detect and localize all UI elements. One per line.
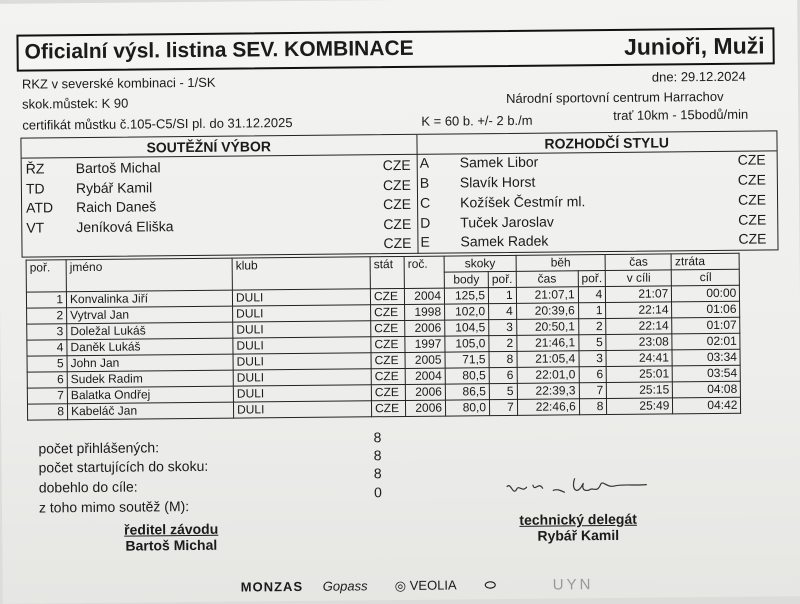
veolia-circle-icon: ◎ xyxy=(394,577,407,594)
handwritten-signature xyxy=(505,474,655,505)
cell-points: 86,5 xyxy=(445,384,489,400)
cell-jump-rank: 7 xyxy=(489,399,517,415)
col-header-loss: ztráta xyxy=(671,253,739,270)
cell-rank: 8 xyxy=(27,404,67,420)
cell-run-rank: 5 xyxy=(579,335,607,351)
cell-finish: 22:14 xyxy=(606,302,672,319)
cell-nation: CZE xyxy=(371,304,405,320)
hill-certificate: certifikát můstku č.105-C5/SI pl. do 31.12.2025 xyxy=(22,115,293,133)
judge-row xyxy=(420,170,775,192)
committee-role: TD xyxy=(25,180,45,197)
committee-name: Rybář Kamil xyxy=(75,179,153,197)
committee-nation: CZE xyxy=(383,195,412,213)
col-header-year: roč. xyxy=(404,256,444,288)
cell-year: 2006 xyxy=(405,400,445,416)
cell-finish: 25:15 xyxy=(607,382,673,399)
track-info: trať 10km - 15bodů/min xyxy=(613,106,749,123)
cell-points: 80,0 xyxy=(445,400,489,416)
col-header-finish: v cíli xyxy=(606,270,672,287)
col-header-time: čas xyxy=(605,254,671,271)
committee-row xyxy=(26,195,416,218)
venue-name: Národní sportovní centrum Harrachov xyxy=(505,88,724,106)
cell-run-rank: 8 xyxy=(579,399,607,415)
judge-nation: CZE xyxy=(738,211,767,228)
cell-rank: 2 xyxy=(27,308,67,324)
cell-rank: 4 xyxy=(27,340,67,356)
committee-row xyxy=(26,234,416,257)
cell-finish: 21:07 xyxy=(606,286,672,303)
judge-letter: B xyxy=(419,174,430,191)
oakley-logo-icon: ⬭ xyxy=(484,577,496,593)
judge-nation: CZE xyxy=(737,171,766,188)
cell-run-rank: 1 xyxy=(578,303,606,319)
cell-finish: 25:49 xyxy=(607,398,673,415)
sponsor-logo xyxy=(395,577,457,594)
committee-nation: CZE xyxy=(383,215,412,233)
committee-name: Bartoš Michal xyxy=(75,159,161,177)
officials-box xyxy=(20,130,778,257)
cell-year: 2006 xyxy=(405,320,445,336)
cell-loss: 03:54 xyxy=(673,365,741,382)
cell-points: 105,0 xyxy=(445,336,489,352)
stat-value: 8 xyxy=(373,465,382,482)
cell-name: Konvalinka Jiří xyxy=(66,290,232,308)
cell-nation: CZE xyxy=(371,384,405,400)
cell-year: 2004 xyxy=(404,288,444,304)
cell-loss: 00:00 xyxy=(672,285,740,302)
cell-club: DULI xyxy=(233,385,371,402)
committee-nation: CZE xyxy=(383,234,412,252)
cell-year: 2005 xyxy=(405,352,445,368)
cell-name: Sudek Radim xyxy=(67,370,233,388)
page-title: Oficialní výsl. listina SEV. KOMBINACE xyxy=(24,36,414,64)
sponsor-logo: UYN xyxy=(552,576,594,594)
committee-row xyxy=(26,156,416,179)
judge-name: Samek Libor xyxy=(459,153,539,171)
col-header-run-time: čas xyxy=(516,271,578,288)
director-label: ředitel závodu xyxy=(124,520,219,538)
cell-jump-rank: 4 xyxy=(489,303,517,319)
col-header-name: jméno xyxy=(66,258,232,292)
delegate-signature-block xyxy=(498,511,658,545)
cell-name: Vytrval Jan xyxy=(67,306,233,324)
judges-title: ROZHODČÍ STYLU xyxy=(544,134,670,152)
delegate-name: Rybář Kamil xyxy=(537,526,620,544)
cell-points: 104,5 xyxy=(445,320,489,336)
cell-name: Doležal Lukáš xyxy=(67,322,233,340)
cell-run-time: 22:39,3 xyxy=(517,383,579,400)
judge-letter: E xyxy=(420,233,430,250)
cell-run-rank: 7 xyxy=(579,383,607,399)
cell-loss: 03:34 xyxy=(672,349,740,366)
judge-row xyxy=(420,229,775,251)
cell-run-time: 21:46,1 xyxy=(517,335,579,352)
committee-nation: CZE xyxy=(382,156,411,174)
cell-run-time: 20:50,1 xyxy=(516,319,578,336)
col-header-jumps: skoky xyxy=(444,255,516,272)
cell-year: 1997 xyxy=(405,336,445,352)
cell-run-rank: 3 xyxy=(579,351,607,367)
sponsor-logo: MONZAS xyxy=(240,578,304,595)
committee-nation: CZE xyxy=(382,176,411,194)
judge-name: Slavík Horst xyxy=(459,173,536,191)
cell-loss: 01:06 xyxy=(672,301,740,318)
cell-run-time: 20:39,6 xyxy=(516,303,578,320)
judge-name: Samek Radek xyxy=(460,232,549,250)
competition-name: RKZ v severské kombinaci - 1/SK xyxy=(21,74,216,92)
committee-name: Raich Daneš xyxy=(76,198,157,216)
col-header-nation: stát xyxy=(370,256,404,288)
divider xyxy=(416,135,418,254)
sponsor-logo: Gopass xyxy=(322,578,368,594)
cell-loss: 01:07 xyxy=(672,317,740,334)
cell-nation: CZE xyxy=(371,400,405,416)
judge-letter: A xyxy=(419,154,430,171)
cell-club: DULI xyxy=(232,289,370,306)
cell-name: Kabeláč Jan xyxy=(67,402,233,420)
cell-run-time: 21:07,1 xyxy=(516,287,578,304)
cell-rank: 3 xyxy=(27,324,67,340)
committee-name: Jeníková Eliška xyxy=(76,218,174,236)
stat-value: 8 xyxy=(373,447,382,464)
stat-label: z toho mimo soutěž (M): xyxy=(38,498,190,516)
cell-loss: 04:08 xyxy=(673,381,741,398)
cell-finish: 24:41 xyxy=(606,350,672,367)
category-title: Junioři, Muži xyxy=(623,32,765,60)
judge-nation: CZE xyxy=(737,191,767,208)
judge-letter: D xyxy=(420,214,431,231)
col-header-rank: poř. xyxy=(26,260,66,292)
committee-role: VT xyxy=(26,219,45,236)
cell-run-rank: 4 xyxy=(578,287,606,303)
cell-points: 71,5 xyxy=(445,352,489,368)
cell-nation: CZE xyxy=(370,288,404,304)
stat-value: 0 xyxy=(373,484,382,501)
judge-nation: CZE xyxy=(738,230,767,247)
delegate-label: technický delegát xyxy=(519,510,637,528)
cell-club: DULI xyxy=(233,353,371,370)
judge-letter: C xyxy=(419,194,431,211)
cell-run-time: 21:05,4 xyxy=(517,351,579,368)
k-point-info: K = 60 b. +/- 2 b./m xyxy=(421,112,533,129)
director-name: Bartoš Michal xyxy=(125,536,218,554)
cell-finish: 25:01 xyxy=(607,366,673,383)
cell-year: 1998 xyxy=(405,304,445,320)
cell-run-time: 22:46,6 xyxy=(517,399,579,416)
committee-role: ATD xyxy=(26,199,54,216)
col-header-points: body xyxy=(444,272,488,288)
col-header-club: klub xyxy=(232,257,370,290)
col-header-loss-sub: cíl xyxy=(672,269,740,286)
sponsor-logo-text: VEOLIA xyxy=(409,577,457,593)
judge-name: Kožíšek Čestmír ml. xyxy=(459,193,586,211)
cell-rank: 1 xyxy=(26,292,66,308)
hill-size: skok.můstek: K 90 xyxy=(22,95,129,112)
cell-nation: CZE xyxy=(371,336,405,352)
cell-club: DULI xyxy=(233,305,371,322)
cell-loss: 04:42 xyxy=(673,397,741,414)
committee-role: ŘZ xyxy=(25,160,45,177)
col-header-run: běh xyxy=(516,255,606,272)
stat-label: počet přihlášených: xyxy=(38,439,160,457)
cell-year: 2004 xyxy=(405,368,445,384)
stat-label: dobehlo do cíle: xyxy=(38,478,138,496)
cell-points: 102,0 xyxy=(445,304,489,320)
col-header-jump-rank: poř. xyxy=(488,271,516,287)
title-bar xyxy=(16,27,774,71)
cell-jump-rank: 2 xyxy=(489,335,517,351)
event-date: dne: 29.12.2024 xyxy=(651,68,746,85)
cell-jump-rank: 5 xyxy=(489,383,517,399)
results-table xyxy=(26,253,742,421)
col-header-run-rank: poř. xyxy=(578,271,606,287)
cell-year: 2006 xyxy=(405,384,445,400)
cell-finish: 22:14 xyxy=(606,318,672,335)
cell-run-rank: 6 xyxy=(579,367,607,383)
judge-name: Tuček Jaroslav xyxy=(460,213,554,231)
director-signature-block xyxy=(106,521,236,554)
cell-points: 125,5 xyxy=(444,288,488,304)
judge-row xyxy=(420,190,775,212)
cell-name: Balatka Ondřej xyxy=(67,386,233,404)
cell-jump-rank: 3 xyxy=(489,319,517,335)
stat-label: počet startujících do skoku: xyxy=(38,457,209,476)
cell-run-time: 22:01,0 xyxy=(517,367,579,384)
cell-run-rank: 2 xyxy=(578,319,606,335)
committee-title: SOUTĚŽNÍ VÝBOR xyxy=(146,138,272,156)
judge-row xyxy=(420,150,775,172)
stat-value: 8 xyxy=(373,429,382,446)
cell-jump-rank: 8 xyxy=(489,351,517,367)
cell-rank: 5 xyxy=(27,356,67,372)
cell-name: John Jan xyxy=(67,354,233,372)
cell-club: DULI xyxy=(233,321,371,338)
cell-club: DULI xyxy=(233,369,371,386)
cell-jump-rank: 1 xyxy=(488,287,516,303)
cell-rank: 7 xyxy=(27,388,67,404)
cell-club: DULI xyxy=(233,337,371,354)
cell-points: 80,5 xyxy=(445,368,489,384)
cell-nation: CZE xyxy=(371,320,405,336)
cell-nation: CZE xyxy=(371,368,405,384)
cell-rank: 6 xyxy=(27,372,67,388)
cell-name: Daněk Lukáš xyxy=(67,338,233,356)
cell-jump-rank: 6 xyxy=(489,367,517,383)
cell-loss: 02:01 xyxy=(672,333,740,350)
judge-nation: CZE xyxy=(737,151,766,168)
cell-nation: CZE xyxy=(371,352,405,368)
cell-finish: 23:08 xyxy=(606,334,672,351)
cell-club: DULI xyxy=(233,401,371,418)
